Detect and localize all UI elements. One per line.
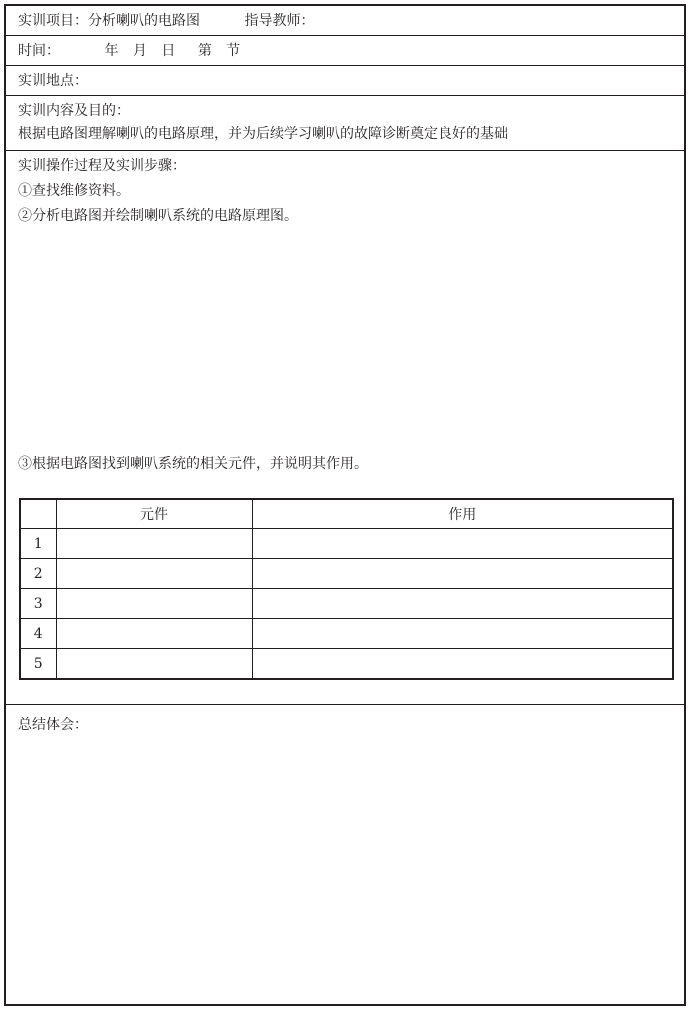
table-header-row	[20, 499, 673, 529]
function-cell[interactable]	[252, 649, 673, 680]
report-form	[4, 4, 686, 1006]
location-row	[6, 66, 684, 96]
steps-row	[6, 151, 684, 705]
part-cell[interactable]	[56, 589, 252, 619]
project-value: 分析喇叭的电路图	[88, 13, 200, 29]
period-di-label: 第	[197, 43, 212, 59]
month-label: 月	[132, 43, 147, 59]
location-label: 实训地点：	[18, 73, 88, 89]
header-part: 元件	[56, 499, 252, 529]
time-row	[6, 36, 684, 66]
step-3: ③根据电路图找到喇叭系统的相关元件，并说明其作用。	[18, 456, 368, 472]
header-function: 作用	[252, 499, 673, 529]
part-cell[interactable]	[56, 559, 252, 589]
row-number: 5	[20, 649, 56, 680]
function-cell[interactable]	[252, 559, 673, 589]
content-row	[6, 96, 684, 151]
step-2: ②分析电路图并绘制喇叭系统的电路原理图。	[18, 208, 298, 224]
table-row	[20, 559, 673, 589]
project-row	[6, 6, 684, 36]
parts-table	[19, 498, 674, 680]
function-cell[interactable]	[252, 529, 673, 559]
year-label: 年	[104, 43, 119, 59]
day-label: 日	[161, 43, 176, 59]
project-label: 实训项目：	[18, 13, 88, 29]
part-cell[interactable]	[56, 649, 252, 680]
period-jie-label: 节	[226, 43, 241, 59]
part-cell[interactable]	[56, 529, 252, 559]
part-cell[interactable]	[56, 619, 252, 649]
summary-label: 总结体会：	[18, 717, 88, 733]
table-row	[20, 619, 673, 649]
header-index	[20, 499, 56, 529]
row-number: 4	[20, 619, 56, 649]
table-row	[20, 589, 673, 619]
function-cell[interactable]	[252, 589, 673, 619]
steps-label: 实训操作过程及实训步骤：	[18, 158, 186, 174]
content-label: 实训内容及目的：	[18, 103, 130, 119]
table-row	[20, 649, 673, 680]
time-label: 时间：	[18, 43, 60, 59]
table-row	[20, 529, 673, 559]
function-cell[interactable]	[252, 619, 673, 649]
row-number: 3	[20, 589, 56, 619]
row-number: 1	[20, 529, 56, 559]
step-1: ①查找维修资料。	[18, 183, 130, 199]
content-text: 根据电路图理解喇叭的电路原理，并为后续学习喇叭的故障诊断奠定良好的基础	[18, 126, 508, 142]
row-number: 2	[20, 559, 56, 589]
teacher-label: 指导教师：	[244, 13, 315, 29]
